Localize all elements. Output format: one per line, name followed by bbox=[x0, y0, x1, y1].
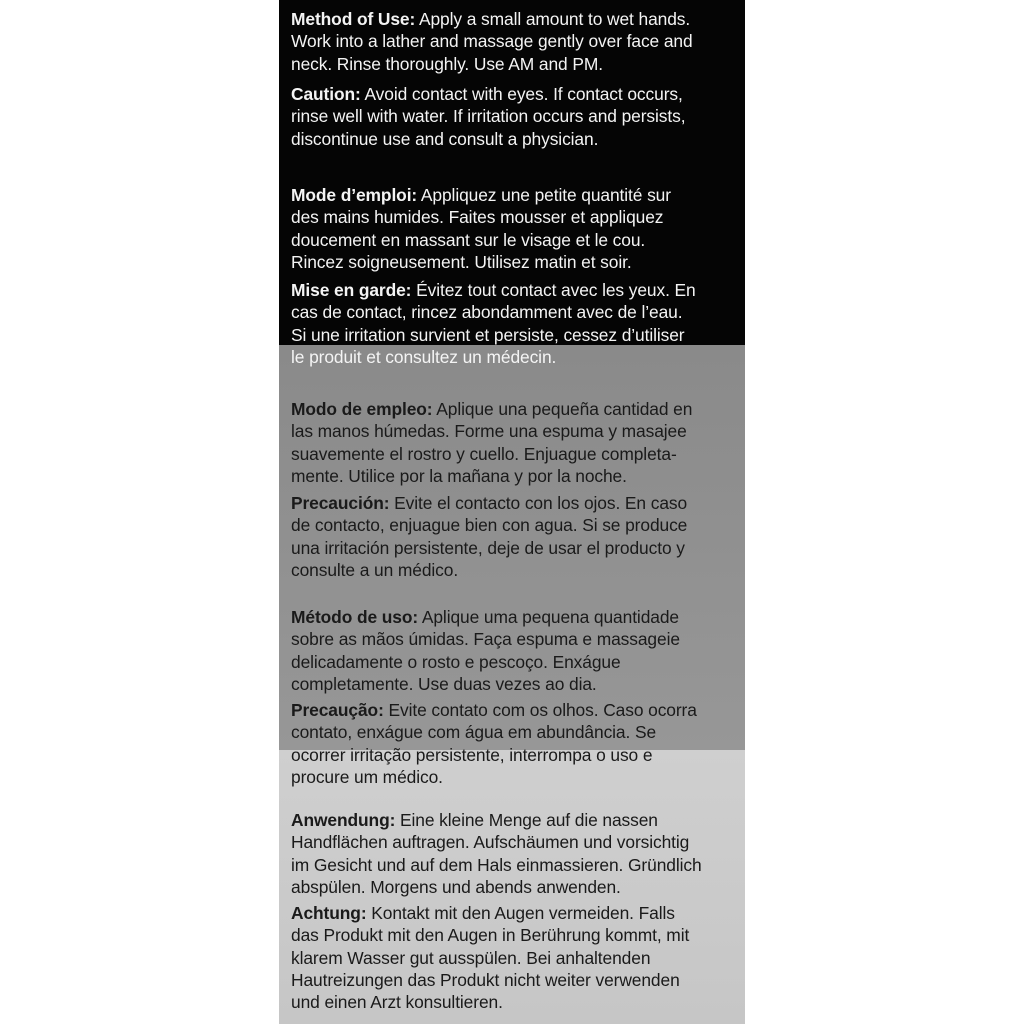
pt-caution-label: Precaução: bbox=[291, 700, 384, 720]
fr-method-text: Appliquez une petite quantité sur des mains humides. Faites mousser et appliquez doucement en massant sur le visage et le cou. Rincez soigneusement. Utilisez matin et soir. bbox=[291, 185, 671, 272]
fr-caution-text: Évitez tout contact avec les yeux. En cas de contact, rincez abondamment avec de l’eau. Si une irritation survient et persiste, cessez d’utiliser le produit et consultez un médecin. bbox=[291, 280, 696, 367]
es-method-label: Modo de empleo: bbox=[291, 399, 433, 419]
de-anwendung bbox=[291, 809, 743, 898]
fr-mode-emploi bbox=[291, 184, 743, 273]
pt-method-text: Aplique uma pequena quantidade sobre as mãos úmidas. Faça espuma e massageie delicadamente o rosto e pescoço. Enxágue completamente. Use duas vezes ao dia. bbox=[291, 607, 680, 694]
fr-method-label: Mode d’emploi: bbox=[291, 185, 418, 205]
es-caution-label: Precaución: bbox=[291, 493, 390, 513]
de-achtung bbox=[291, 902, 743, 1013]
en-method-label: Method of Use: bbox=[291, 9, 416, 29]
pt-method-label: Método de uso: bbox=[291, 607, 419, 627]
en-method-text: Apply a small amount to wet hands. Work into a lather and massage gently over face and neck. Rinse thoroughly. Use AM and PM. bbox=[291, 9, 693, 74]
de-method-text: Eine kleine Menge auf die nassen Handflächen auftragen. Aufschäumen und vorsichtig im Gesicht und auf dem Hals einmassieren. Gründlich abspülen. Morgens und abends anwenden. bbox=[291, 810, 702, 897]
pt-metodo-de-uso bbox=[291, 606, 743, 695]
pt-caution-text: Evite contato com os olhos. Caso ocorra contato, enxágue com água em abundância. Se ocorrer irritação persistente, interrompa o uso e procure um médico. bbox=[291, 700, 697, 787]
de-caution-text: Kontakt mit den Augen vermeiden. Falls das Produkt mit den Augen in Berührung kommt, mit klarem Wasser gut ausspülen. Bei anhaltenden Hautreizungen das Produkt nicht weiter verwenden und einen Arzt konsultieren. bbox=[291, 903, 690, 1013]
es-precaucion bbox=[291, 492, 743, 581]
es-modo-de-empleo bbox=[291, 398, 743, 487]
en-caution-text: Avoid contact with eyes. If contact occurs, rinse well with water. If irritation occurs and persists, discontinue use and consult a physician. bbox=[291, 84, 686, 149]
label-panel bbox=[279, 0, 745, 1024]
es-caution-text: Evite el contacto con los ojos. En caso de contacto, enjuague bien con agua. Si se produce una irritación persistente, deje de usar el producto y consulte a un médico. bbox=[291, 493, 688, 580]
es-method-text: Aplique una pequeña cantidad en las manos húmedas. Forme una espuma y masajee suavemente el rostro y cuello. Enjuague completa- mente. Utilice por la mañana y por la noche. bbox=[291, 399, 693, 486]
de-method-label: Anwendung: bbox=[291, 810, 396, 830]
de-caution-label: Achtung: bbox=[291, 903, 367, 923]
en-method-of-use bbox=[291, 8, 743, 75]
fr-mise-en-garde bbox=[291, 279, 743, 368]
pt-precaucao bbox=[291, 699, 743, 788]
fr-caution-label: Mise en garde: bbox=[291, 280, 412, 300]
en-caution bbox=[291, 83, 743, 150]
en-caution-label: Caution: bbox=[291, 84, 361, 104]
